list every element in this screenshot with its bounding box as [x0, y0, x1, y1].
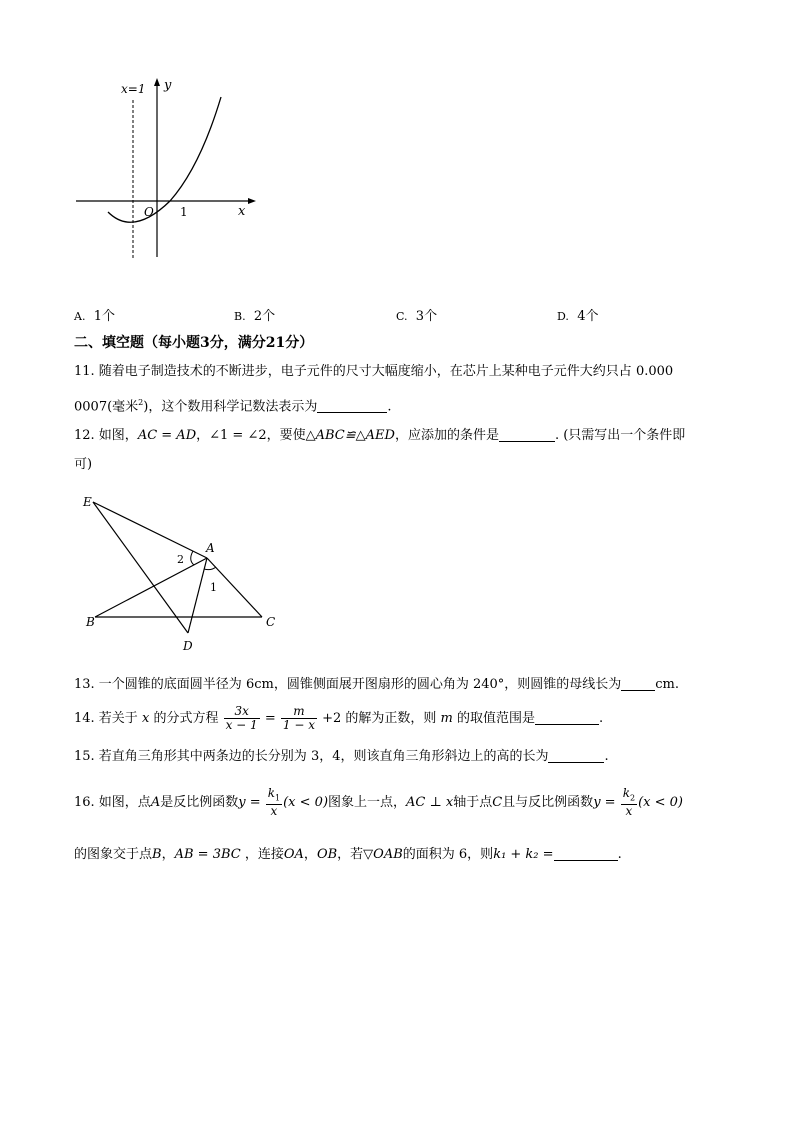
- q12-line2: 可): [74, 457, 93, 472]
- q12-line1: 12. 如图，AC = AD，∠1 = ∠2，要使△ABC≌△AED，应添加的条件是 . (只需写出一个条件即: [74, 428, 686, 443]
- q14-fraction-2: $\frac{m}{1 - x}$: [282, 704, 315, 732]
- one-label: 1: [180, 205, 188, 219]
- label-angle-2: 2: [177, 553, 184, 566]
- q15-answer-blank[interactable]: [548, 748, 604, 763]
- label-a: A: [206, 541, 215, 555]
- choice-b[interactable]: B. 2个: [234, 309, 276, 324]
- q12-answer-blank[interactable]: [499, 427, 555, 442]
- label-e: E: [83, 495, 92, 509]
- q16-fraction-k2: $\frac{k_2}{x}$: [622, 785, 636, 819]
- q16-fraction-k1: $\frac{k_1}{x}$: [267, 785, 281, 819]
- segment-ab: [95, 558, 207, 617]
- y-label: y: [164, 78, 172, 93]
- origin-label: O: [144, 205, 154, 219]
- x-label: x: [238, 204, 246, 219]
- label-c: C: [266, 615, 276, 629]
- q15: 15. 若直角三角形其中两条边的长分别为 3，4，则该直角三角形斜边上的高的长为 .: [74, 749, 609, 764]
- section-title: 二、填空题（每小题3分，满分21分）: [74, 335, 314, 351]
- q11-line1: 11. 随着电子制造技术的不断进步，电子元件的尺寸大幅度缩小，在芯片上某种电子元件大约只占 0.000: [74, 364, 674, 379]
- segment-ed: [93, 502, 188, 633]
- q13: 13. 一个圆锥的底面圆半径为 6cm，圆锥侧面展开图扇形的圆心角为 240°，则圆锥的母线长为 cm.: [74, 677, 680, 692]
- angle-2-arc: [191, 551, 194, 565]
- q16-answer-blank[interactable]: [554, 846, 618, 861]
- q14-answer-blank[interactable]: [535, 710, 599, 725]
- x-axis-arrow: [248, 198, 256, 204]
- q16-line2: 的图象交于点B，AB = 3BC ，连接OA，OB，若▽OAB的面积为 6，则k₁ + k₂ = .: [74, 847, 622, 862]
- line-label: x=1: [121, 82, 146, 96]
- parabola-curve: [108, 97, 221, 222]
- triangle-figure: [80, 490, 290, 660]
- label-d: D: [183, 639, 193, 653]
- q14: 14. 若关于 x 的分式方程 $\frac{3x}{x - 1}$ = $\frac{m}{1 - x}$ +2 的解为正数，则 m 的取值范围是 .: [74, 704, 604, 732]
- q16-line1: 16. 如图，点A是反比例函数y = $\frac{k_1}{x}$ (x < 0)图象上一点，AC ⊥ x轴于点C且与反比例函数y = $\frac{k_2}{x}$ (x < 0): [74, 785, 683, 819]
- parabola-figure: [70, 72, 260, 267]
- q11-line2: 0007(毫米$^2$)，这个数用科学记数法表示为 .: [74, 398, 392, 415]
- label-angle-1: 1: [210, 581, 217, 594]
- segment-ea: [93, 502, 207, 558]
- choice-c[interactable]: C. 3个: [396, 309, 438, 324]
- choice-a[interactable]: A. 1个: [74, 309, 115, 324]
- q13-answer-blank[interactable]: [621, 676, 655, 691]
- y-axis-arrow: [154, 78, 160, 86]
- q14-fraction-1: $\frac{3x}{x - 1}$: [225, 704, 258, 732]
- angle-1-arc: [204, 567, 216, 570]
- choice-d[interactable]: D. 4个: [557, 309, 599, 324]
- q11-answer-blank[interactable]: [317, 398, 387, 413]
- label-b: B: [86, 615, 95, 629]
